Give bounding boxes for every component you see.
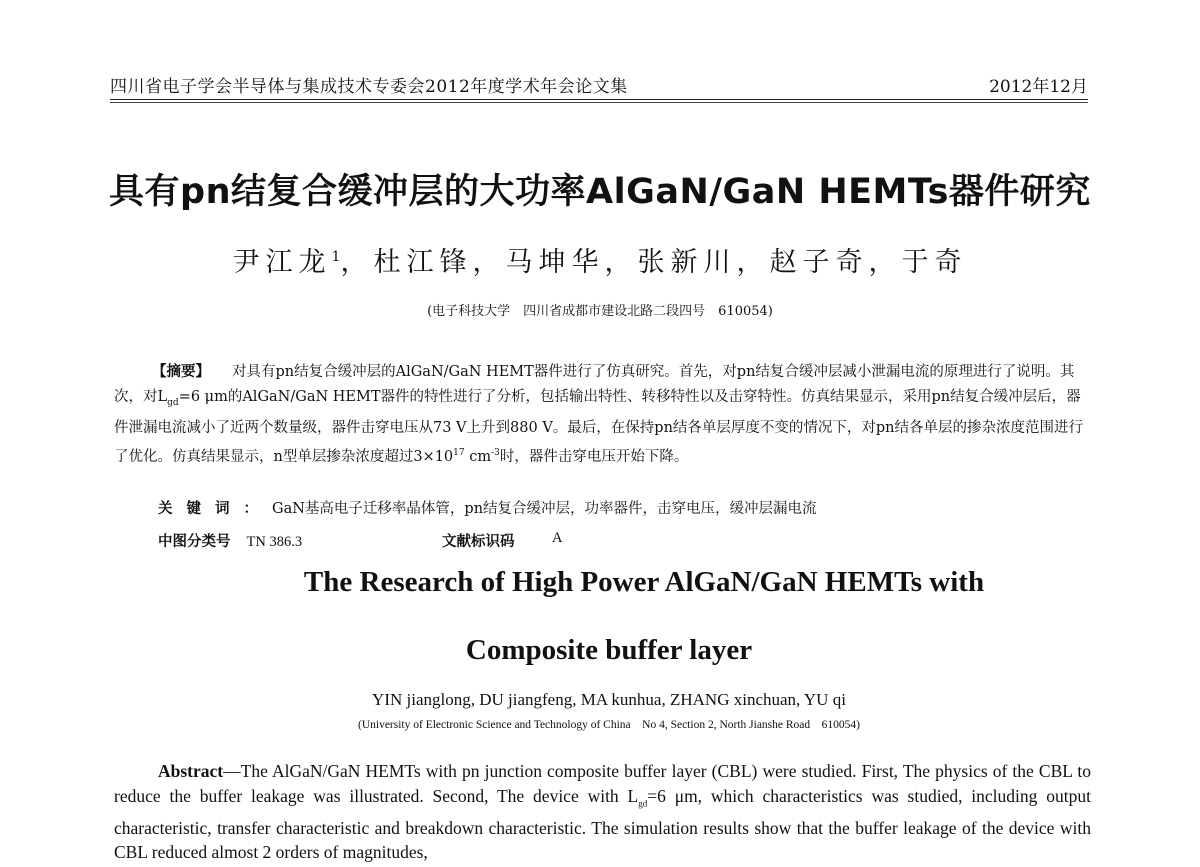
chinese-abstract-text-2: =6 μm的AlGaN/GaN HEMT器件的特性进行了分析，包括输出特性、转移特性以及击穿特性。仿真结果显示，采用pn结复合缓冲层后，器件泄漏电流减小了近两个数量级，器件击穿电压从73 V上升到880 V。最后，在保持pn结各单层厚度不变的情况下，对pn结各单层的掺杂浓度范围进行了优化。仿真结果显示，n型单层掺杂浓度超过3×10 [114, 389, 1084, 465]
keywords-text: GaN基高电子迁移率晶体管，pn结复合缓冲层，功率器件，击穿电压，缓冲层漏电流 [272, 501, 817, 517]
english-abstract-text-1: —The AlGaN/GaN HEMTs with pn junction composite buffer layer (CBL) were studied. First, The physics of the CBL to reduce the buffer leakage was illustrated. Second, The device with L [114, 761, 1091, 806]
keywords [158, 497, 817, 518]
header-divider-thin [110, 102, 1088, 103]
english-abstract [114, 759, 1091, 865]
running-header-journal: 四川省电子学会半导体与集成技术专委会2012年度学术年会论文集 [110, 77, 628, 97]
chinese-abstract-exponent: 17 [453, 447, 465, 458]
english-affiliation: (University of Electronic Science and Technology of China No 4, Section 2, North Jianshe Road 610054) [357, 719, 860, 731]
chinese-authors [0, 240, 1200, 279]
keywords-label: 关键词： [158, 501, 272, 517]
english-abstract-subscript: gd [638, 798, 648, 808]
chinese-title: 具有pn结复合缓冲层的大功率AlGaN/GaN HEMTs器件研究 [109, 172, 1091, 212]
english-abstract-text-2: =6 μm, which characteristics was studied, including output characteristic, transfer characteristic and breakdown characteristic. The simulation results show that the buffer leakage of the device with CBL reduced almost 2 orders of magnitudes, [114, 785, 1091, 862]
classification [158, 530, 563, 551]
document-code-label: 文献标识码 [442, 534, 515, 550]
chinese-abstract-text-1: 对具有pn结复合缓冲层的AlGaN/GaN HEMT器件进行了仿真研究。首先，对pn结复合缓冲层减小泄漏电流的原理进行了说明。其次，对L [114, 364, 1075, 405]
english-abstract-label: Abstract [158, 761, 224, 781]
chinese-abstract-subscript: gd [167, 397, 179, 408]
english-title-line-2: Composite buffer layer [465, 634, 753, 666]
chinese-abstract-label: 【摘要】 [152, 364, 210, 380]
chinese-abstract-text-3: 时，器件击穿电压开始下降。 [499, 448, 689, 465]
header-divider [110, 99, 1088, 100]
chinese-affiliation: (电子科技大学 四川省成都市建设北路二段四号 610054) [427, 304, 773, 319]
chinese-abstract-unit-exponent: -3 [491, 447, 500, 458]
class-number-label: 中图分类号 [158, 534, 231, 550]
chinese-abstract [114, 360, 1089, 470]
running-header-date: 2012年12月 [989, 77, 1088, 97]
chinese-abstract-unit: cm [464, 448, 492, 465]
document-code-value: A [552, 530, 563, 546]
author-affiliation-mark: 1 [331, 249, 341, 265]
first-author: 尹江龙 [232, 247, 332, 278]
english-authors: YIN jianglong, DU jiangfeng, MA kunhua, ZHANG xinchuan, YU qi [372, 690, 846, 709]
class-number-value: TN 386.3 [246, 534, 303, 550]
other-authors: ，杜江锋，马坤华，张新川，赵子奇，于奇 [340, 247, 968, 278]
english-title-line-1: The Research of High Power AlGaN/GaN HEMTs with [303, 566, 985, 598]
